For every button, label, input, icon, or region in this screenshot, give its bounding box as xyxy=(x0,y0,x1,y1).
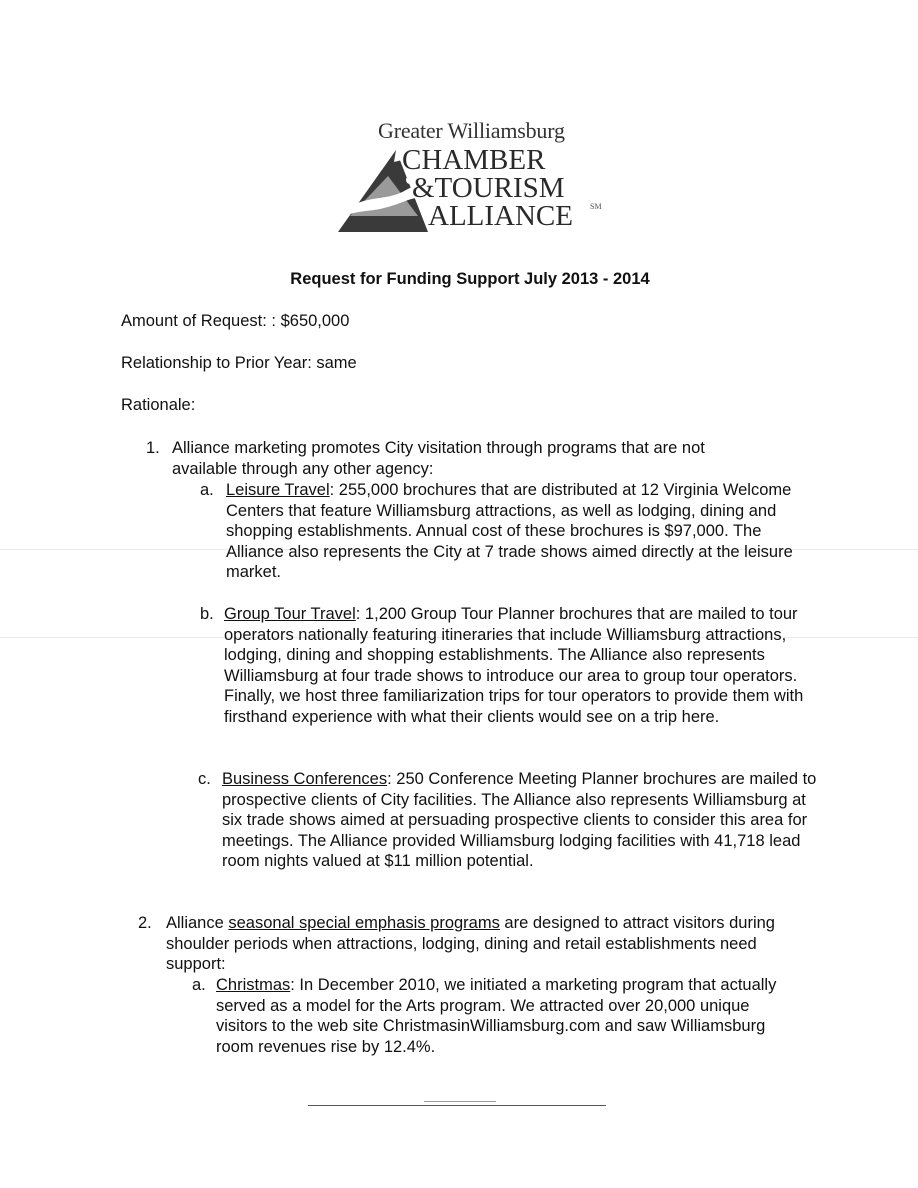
sub-item-text xyxy=(226,480,818,583)
footer-rule xyxy=(308,1105,606,1106)
amount-of-request: Amount of Request: : $650,000 xyxy=(121,312,350,330)
sub-item-heading: Group Tour Travel xyxy=(224,605,356,623)
list-item-emphasis: seasonal special emphasis programs xyxy=(228,914,500,932)
list-item-text xyxy=(166,913,778,975)
logo-service-mark: SM xyxy=(590,202,602,211)
logo-line-tourism: &TOURISM xyxy=(412,172,565,204)
sub-item-body: : 1,200 Group Tour Planner brochures that are mailed to tour operators nationally featuring itineraries that include Williamsburg attractions, lodging, dining and shopping establishments. The Alliance also represents Williamsburg at four trade shows to introduce our area to group tour operators. Finally, we host three familiarization trips for tour operators to provide them with firsthand experience with what their clients would see on a trip here. xyxy=(224,605,804,726)
sub-item-heading: Leisure Travel xyxy=(226,481,330,499)
sub-item-marker: a. xyxy=(200,481,214,499)
list-item-text: Alliance marketing promotes City visitation through programs that are not available through any other agency: xyxy=(172,439,705,478)
sub-item-heading: Christmas xyxy=(216,976,291,994)
sub-item-text xyxy=(224,604,814,728)
sub-item-body: : 255,000 brochures that are distributed at 12 Virginia Welcome Centers that feature Williamsburg attractions, as well as lodging, dining and shopping establishments. Annual cost of these brochures is $97,000. The Alliance also represents the City at 7 trade shows aimed directly at the leisure market. xyxy=(226,481,793,582)
list-item-marker: 2. xyxy=(138,914,152,932)
sub-item-marker: a. xyxy=(192,976,206,994)
sub-item-marker: c. xyxy=(198,770,211,788)
list-item-text-after: are designed to attract visitors during shoulder periods when attractions, lodging, dining and retail establishments need support: xyxy=(166,914,775,974)
list-item-text-before: Alliance xyxy=(166,914,229,932)
sub-item-marker: b. xyxy=(200,605,214,623)
footer-rule xyxy=(424,1101,496,1102)
relationship-to-prior-year: Relationship to Prior Year: same xyxy=(121,354,357,372)
logo-top-text: Greater Williamsburg xyxy=(378,118,565,143)
sub-item-body: : In December 2010, we initiated a marketing program that actually served as a model for the Arts program. We attracted over 20,000 unique visitors to the web site ChristmasinWilliamsburg.com and saw Williamsburg room revenues rise by 12.4%. xyxy=(216,976,777,1056)
list-item-marker: 1. xyxy=(146,439,160,457)
sub-item-text xyxy=(216,975,794,1057)
sub-item-heading: Business Conferences xyxy=(222,770,388,788)
rationale-label: Rationale: xyxy=(121,396,196,414)
document-title: Request for Funding Support July 2013 - 2014 xyxy=(290,270,650,288)
sub-item-body: : 250 Conference Meeting Planner brochures are mailed to prospective clients of City facilities. The Alliance also represents Williamsburg at six trade shows aimed at persuading prospective clients to consider this area for meetings. The Alliance provided Williamsburg lodging facilities with 41,718 lead room nights valued at $11 million potential. xyxy=(222,770,817,871)
logo-line-chamber: CHAMBER xyxy=(402,144,546,176)
logo-line-alliance: ALLIANCE xyxy=(428,200,573,232)
sub-item-text xyxy=(222,769,818,872)
chamber-logo xyxy=(336,116,616,234)
